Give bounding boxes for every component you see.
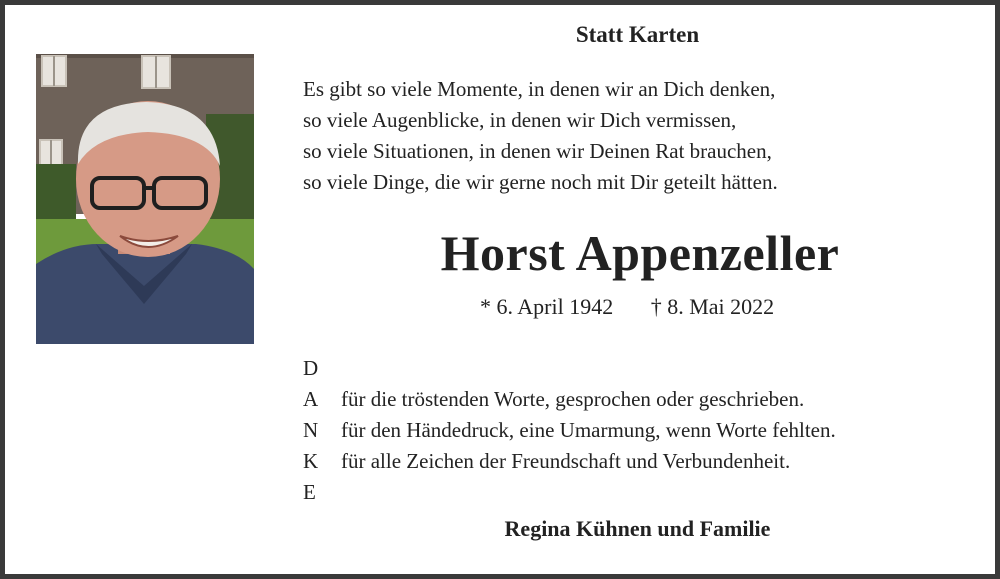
notice-heading: Statt Karten bbox=[575, 22, 700, 47]
acrostic-row bbox=[303, 446, 836, 477]
acrostic-row bbox=[303, 477, 836, 508]
signature: Regina Kühnen und Familie bbox=[504, 516, 771, 541]
poem-line: so viele Situationen, in denen wir Deinen Rat brauchen, bbox=[303, 139, 772, 163]
acrostic-letter: A bbox=[303, 387, 319, 411]
poem-line: so viele Augenblicke, in denen wir Dich vermissen, bbox=[303, 108, 737, 132]
acrostic-letter: K bbox=[303, 449, 319, 473]
acrostic-row bbox=[303, 353, 836, 384]
birth-date: * 6. April 1942 bbox=[480, 294, 614, 319]
acrostic-letter: N bbox=[303, 418, 319, 442]
portrait-illustration bbox=[36, 54, 254, 344]
acrostic-letter: E bbox=[303, 480, 316, 504]
danke-acrostic bbox=[303, 353, 836, 508]
acrostic-text: für die tröstenden Worte, gesprochen oder geschrieben. bbox=[341, 387, 805, 411]
acrostic-letter: D bbox=[303, 356, 319, 380]
portrait-photo bbox=[36, 54, 254, 344]
life-dates bbox=[480, 294, 774, 320]
poem-line: so viele Dinge, die wir gerne noch mit Dir geteilt hätten. bbox=[303, 170, 778, 194]
death-date: † 8. Mai 2022 bbox=[650, 294, 775, 319]
acrostic-row bbox=[303, 384, 836, 415]
acrostic-row bbox=[303, 415, 836, 446]
acrostic-text: für den Händedruck, eine Umarmung, wenn Worte fehlten. bbox=[341, 418, 836, 442]
poem-line: Es gibt so viele Momente, in denen wir an Dich denken, bbox=[303, 77, 776, 101]
acrostic-text: für alle Zeichen der Freundschaft und Verbundenheit. bbox=[341, 449, 791, 473]
deceased-name: Horst Appenzeller bbox=[440, 225, 840, 281]
poem bbox=[303, 74, 778, 198]
